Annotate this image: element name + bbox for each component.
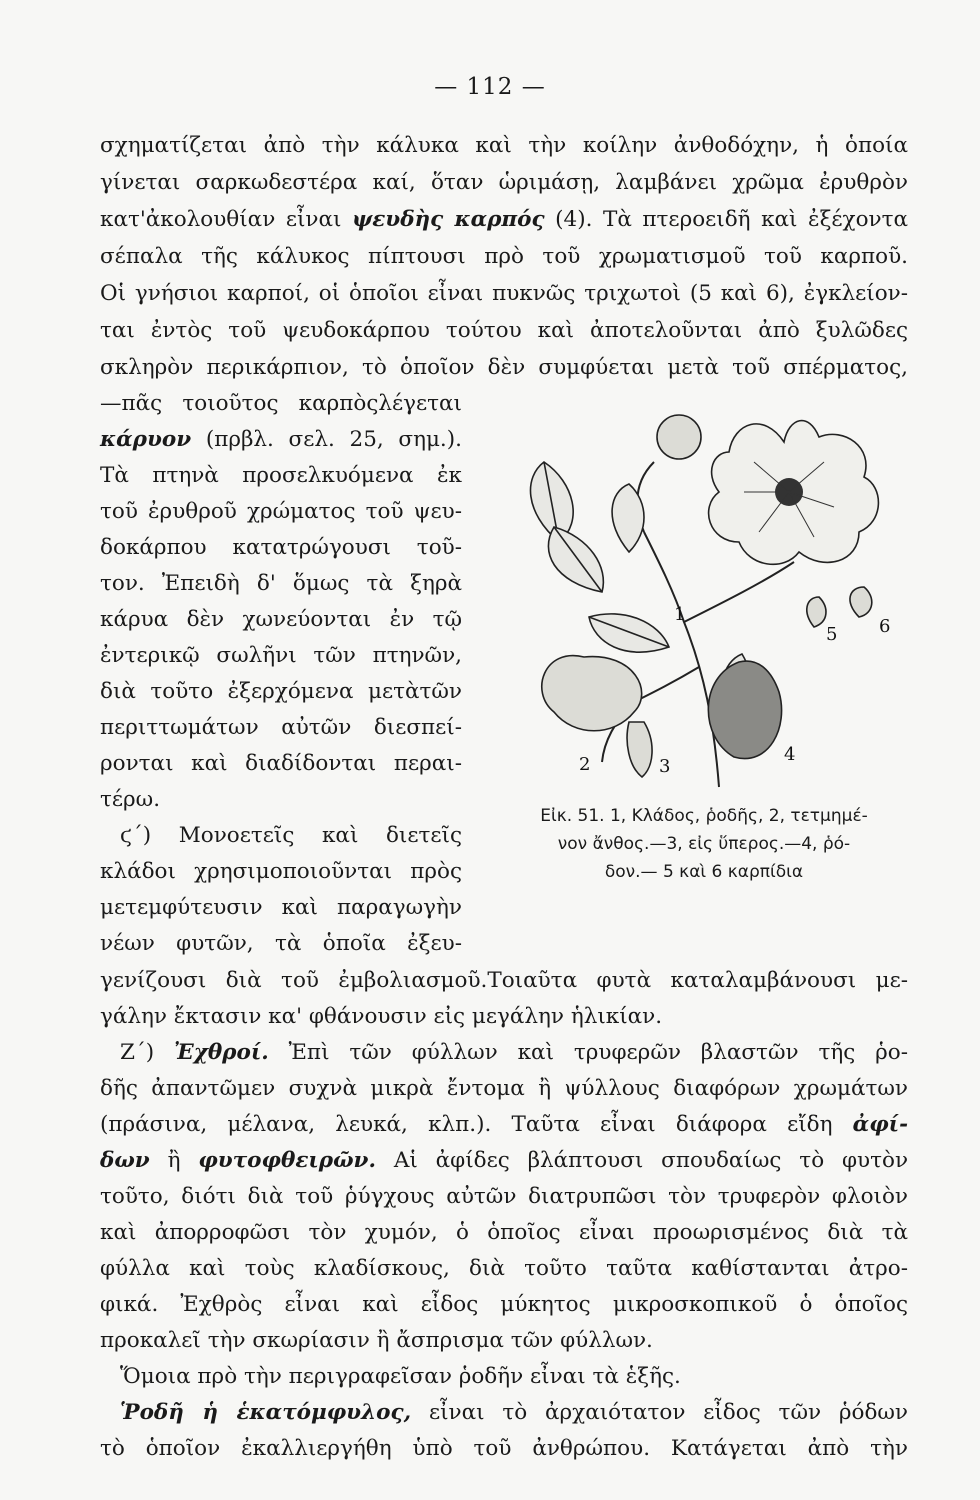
- figure-label-6: 6: [879, 616, 891, 637]
- text-line: τοῦ ἐρυθροῦ χρώματος τοῦ ψευ-: [100, 499, 462, 524]
- text-line: περιττωμάτων αὐτῶν διεσπεί-: [100, 715, 462, 740]
- figure-caption-line: νον ἄνθος.—3, εἰς ὕπερος.—4, ῥό-: [557, 834, 851, 854]
- text-line: σέπαλα τῆς κάλυκος πίπτουσι πρὸ τοῦ χρωματισμοῦ τοῦ καρποῦ.: [100, 244, 908, 269]
- rose-branch-drawing: [484, 392, 914, 792]
- text-segment: κατ'ἀκολουθίαν εἶναι: [100, 207, 342, 232]
- rose-illustration: [484, 392, 914, 792]
- text-line: σχηματίζεται ἀπὸ τὴν κάλυκα καὶ τὴν κοίλην ἀνθοδόχην, ἡ ὁποία: [100, 133, 908, 158]
- text-line: τέρω.: [100, 787, 161, 812]
- page-number: — 112 —: [434, 74, 546, 100]
- text-line: μετεμφύτευσιν καὶ παραγωγὴν: [100, 895, 462, 920]
- text-line: προκαλεῖ τὴν σκωρίασιν ἢ ἄσπρισμα τῶν φύλλων.: [100, 1328, 653, 1353]
- figure-caption-line: Εἰκ. 51. 1, Κλάδος, ῥοδῆς, 2, τετμημέ-: [540, 806, 868, 826]
- text-segment: (πράσινα, μέλανα, λευκά, κλπ.). Ταῦτα εἶναι διάφορα εἴδη: [100, 1112, 833, 1137]
- text-line: γενίζουσι διὰ τοῦ ἐμβολιασμοῦ.Τοιαῦτα φυτὰ καταλαμβάνουσι με-: [100, 968, 908, 993]
- text-line: τὸ ὁποῖον ἐκαλλιεργήθη ὑπὸ τοῦ ἀνθρώπου. Κατάγεται ἀπὸ τὴν: [100, 1436, 908, 1461]
- flower-bud: [657, 415, 701, 459]
- achene-6: [850, 587, 872, 617]
- text-line: νέων φυτῶν, τὰ ὁποῖα ἐξευ-: [100, 931, 462, 956]
- achene-5: [807, 597, 826, 627]
- text-line: καὶ ἀπορροφῶσι τὸν χυμόν, ὁ ὁποῖος εἶναι προωρισμένος διὰ τὰ: [100, 1220, 908, 1245]
- text-segment: εἶναι τὸ ἀρχαιότατον εἶδος τῶν ῥόδων: [428, 1400, 908, 1425]
- branch-line: [634, 667, 699, 702]
- text-line: —πᾶς τοιοῦτος καρπὸςλέγεται: [100, 391, 462, 416]
- text-segment: Ἐπὶ τῶν φύλλων καὶ τρυφερῶν βλαστῶν τῆς ῥο-: [288, 1040, 908, 1065]
- figure-label-2: 2: [579, 754, 591, 775]
- main-stem-line: [644, 532, 719, 787]
- term-pseudo-fruit: ψευδὴς καρπός: [351, 207, 545, 232]
- text-line: φικά. Ἐχθρὸς εἶναι καὶ εἶδος μύκητος μικροσκοπικοῦ ὁ ὁποῖος: [100, 1292, 908, 1317]
- figure-label-3: 3: [659, 756, 671, 777]
- term-aphids: ἀφί-: [852, 1112, 908, 1137]
- text-segment: ἢ: [167, 1148, 181, 1173]
- text-line: διὰ τοῦτο ἐξερχόμενα μετὰτῶν: [100, 679, 462, 704]
- figure-label-1: 1: [674, 604, 686, 625]
- text-line: [100, 205, 908, 235]
- text-line: φύλλα καὶ τοὺς κλαδίσκους, διὰ τοῦτο ταῦτα καθίστανται ἀτρο-: [100, 1256, 908, 1281]
- term-plant-lice: φυτοφθειρῶν.: [198, 1148, 376, 1173]
- cut-flower-section: [542, 656, 642, 731]
- term-nut: κάρυον: [100, 427, 192, 452]
- leaf-shape: [589, 614, 669, 652]
- text-line: ρονται καὶ διαδίδονται περαι-: [100, 751, 462, 776]
- rose-hip: [708, 661, 781, 759]
- text-line: ϛ΄) Μονοετεῖς καὶ διετεῖς: [120, 823, 462, 848]
- text-line: δοκάρπου κατατρώγουσι τοῦ-: [100, 535, 462, 560]
- text-line: [100, 1146, 908, 1176]
- text-line: γίνεται σαρκωδεστέρα καί, ὅταν ὡριμάσῃ, λαμβάνει χρῶμα ἐρυθρὸν: [100, 170, 908, 195]
- text-line: [100, 425, 462, 455]
- text-line: ἐντερικῷ σωλῆνι τῶν πτηνῶν,: [100, 643, 462, 668]
- text-line: σκληρὸν περικάρπιον, τὸ ὁποῖον δὲν συμφύεται μετὰ τοῦ σπέρματος,: [100, 355, 908, 380]
- text-line: Ὅμοια πρὸ τὴν περιγραφεῖσαν ῥοδῆν εἶναι τὰ ἑξῆς.: [120, 1364, 681, 1389]
- text-line: γάλην ἔκτασιν κα' φθάνουσιν εἰς μεγάλην ἡλικίαν.: [100, 1004, 663, 1029]
- text-segment: Αἱ ἀφίδες βλάπτουσι σπουδαίως τὸ φυτὸν: [393, 1148, 909, 1173]
- text-segment: (πρβλ. σελ. 25, σημ.).: [205, 427, 462, 452]
- text-line: [100, 1038, 908, 1068]
- text-line: ται ἐντὸς τοῦ ψευδοκάρπου τούτου καὶ ἀποτελοῦνται ἀπὸ ξυλῶδες: [100, 318, 908, 343]
- text-line: τον. Ἐπειδὴ δ' ὅμως τὰ ξηρὰ: [100, 571, 462, 596]
- pistil: [627, 722, 652, 777]
- text-line: Οἱ γνήσιοι καρποί, οἱ ὁποῖοι εἶναι πυκνῶς τριχωτοὶ (5 καὶ 6), ἐγκλείον-: [100, 281, 908, 306]
- term-enemies: Ἐχθροί.: [173, 1040, 269, 1065]
- term-aphids-end: δων: [100, 1148, 150, 1173]
- text-line: τοῦτο, διότι διὰ τοῦ ῥύγχους αὐτῶν διατρυπῶσι τὸν τρυφερὸν φλοιὸν: [100, 1184, 908, 1209]
- section-label: Ζ΄): [120, 1040, 155, 1065]
- figure-label-4: 4: [784, 744, 796, 765]
- text-segment: (4). Τὰ πτεροειδῆ καὶ ἐξέχοντα: [555, 207, 909, 232]
- branch-line: [684, 562, 794, 622]
- text-line: δῆς ἀπαντῶμεν συχνὰ μικρὰ ἔντομα ἢ ψύλλους διαφόρων χρωμάτων: [100, 1076, 908, 1101]
- figure-caption-line: δον.— 5 καὶ 6 καρπίδια: [604, 862, 804, 882]
- text-line: [100, 1110, 908, 1140]
- text-line: Τὰ πτηνὰ προσελκυόμενα ἐκ: [100, 463, 462, 488]
- text-line: κάρυα δὲν χωνεύονται ἐν τῷ: [100, 607, 462, 632]
- term-cabbage-rose: Ῥοδῆ ἡ ἑκατόμφυλος,: [120, 1400, 412, 1425]
- figure-label-5: 5: [826, 624, 838, 645]
- leaf-shape: [612, 484, 644, 552]
- text-line: κλάδοι χρησιμοποιοῦνται πρὸς: [100, 859, 462, 884]
- text-line: [100, 1398, 908, 1428]
